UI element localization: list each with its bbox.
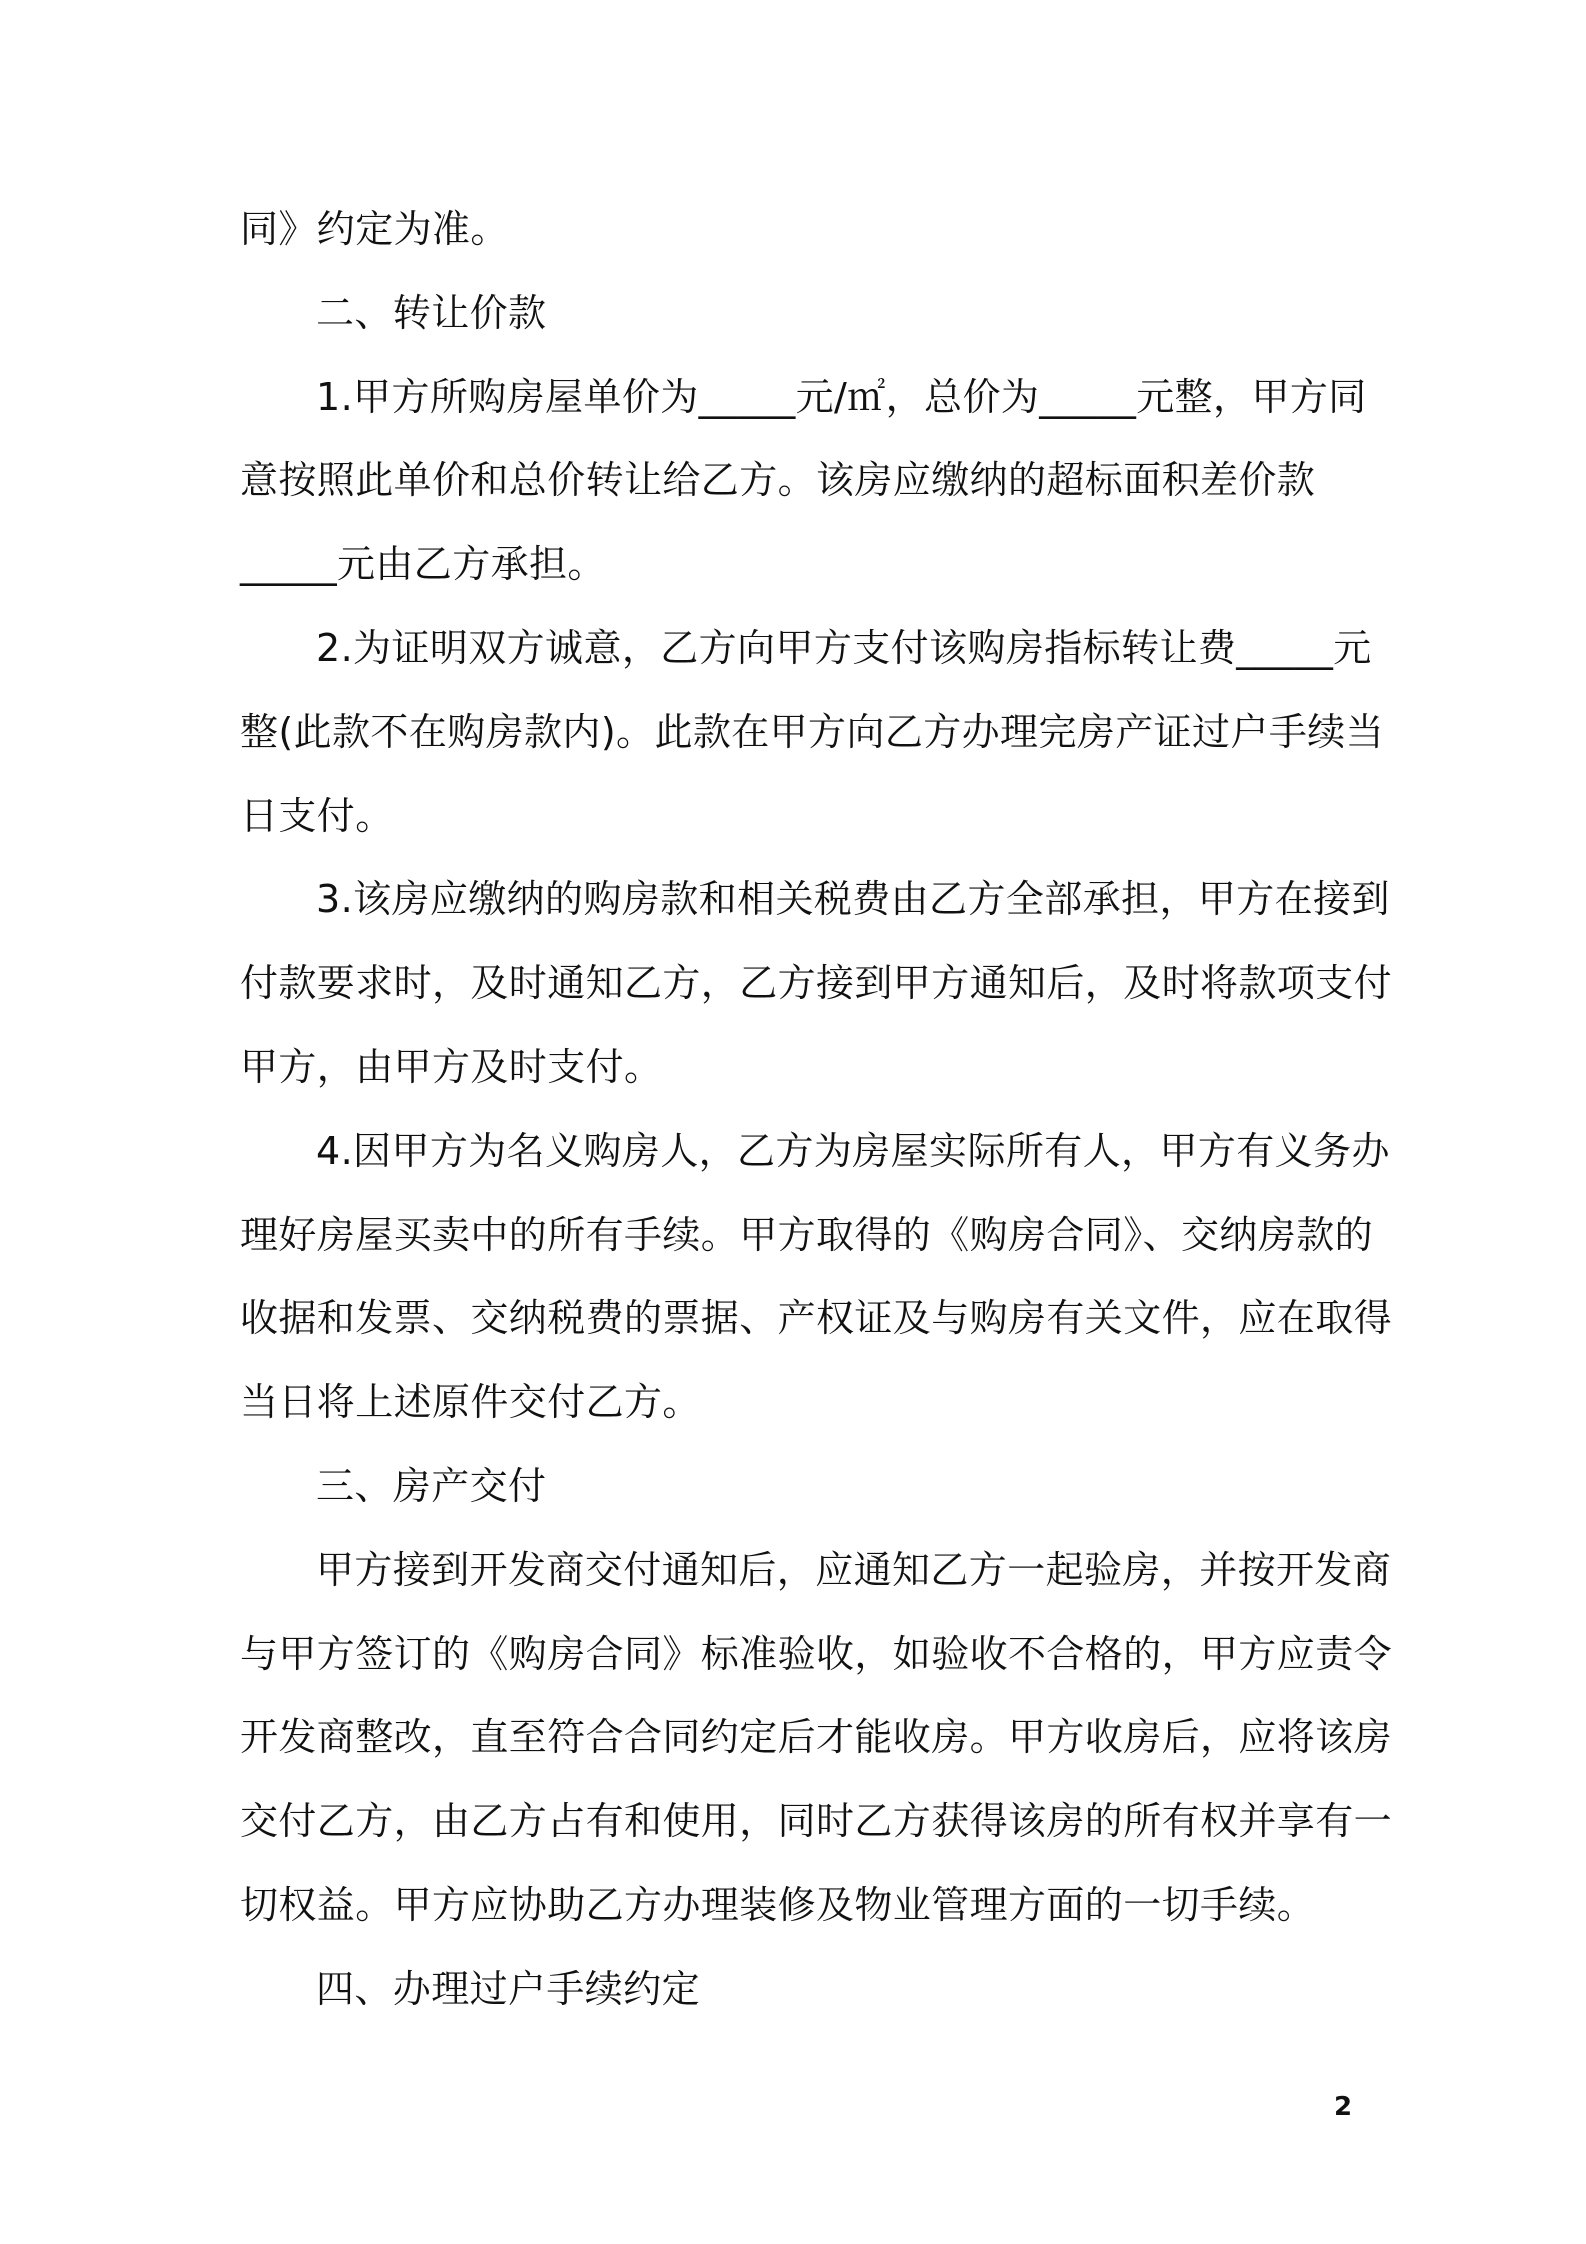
text-line: 4.因甲方为名义购房人，乙方为房屋实际所有人，甲方有义务办 — [316, 1128, 1390, 1173]
text-line: 当日将上述原件交付乙方。 — [240, 1380, 701, 1425]
page-number: 2 — [1334, 2092, 1353, 2122]
text-line: 开发商整改，直至符合合同约定后才能收房。甲方收房后，应将该房 — [240, 1715, 1393, 1760]
text-line: 交付乙方，由乙方占有和使用，同时乙方获得该房的所有权并享有一 — [240, 1799, 1393, 1844]
section-heading: 二、转让价款 — [316, 290, 547, 335]
text-line: 与甲方签订的《购房合同》标准验收，如验收不合格的，甲方应责令 — [240, 1631, 1393, 1676]
document-body — [240, 188, 1393, 2032]
text-line: 整(此款不在购房款内)。此款在甲方向乙方办理完房产证过户手续当 — [240, 709, 1385, 754]
text-line: 理好房屋买卖中的所有手续。甲方取得的《购房合同》、交纳房款的 — [240, 1212, 1374, 1257]
text-line: 收据和发票、交纳税费的票据、产权证及与购房有关文件，应在取得 — [240, 1296, 1393, 1341]
text-line: 1.甲方所购房屋单价为_____元/㎡，总价为_____元整，甲方同 — [316, 374, 1367, 419]
text-line: 甲方接到开发商交付通知后，应通知乙方一起验房，并按开发商 — [316, 1547, 1392, 1592]
text-line: _____元由乙方承担。 — [240, 542, 606, 587]
text-line: 3.该房应缴纳的购房款和相关税费由乙方全部承担，甲方在接到 — [316, 877, 1390, 922]
section-heading: 三、房产交付 — [316, 1463, 547, 1508]
text-line: 切权益。甲方应协助乙方办理装修及物业管理方面的一切手续。 — [240, 1882, 1316, 1927]
section-heading: 四、办理过户手续约定 — [316, 1966, 701, 2011]
text-line: 甲方，由甲方及时支付。 — [240, 1044, 663, 1089]
text-line: 2.为证明双方诚意，乙方向甲方支付该购房指标转让费_____元 — [316, 625, 1372, 670]
text-line: 意按照此单价和总价转让给乙方。该房应缴纳的超标面积差价款 — [240, 458, 1316, 503]
text-line: 付款要求时，及时通知乙方，乙方接到甲方通知后，及时将款项支付 — [240, 961, 1393, 1006]
text-line: 同》约定为准。 — [240, 207, 509, 251]
text-line: 日支付。 — [240, 793, 394, 838]
